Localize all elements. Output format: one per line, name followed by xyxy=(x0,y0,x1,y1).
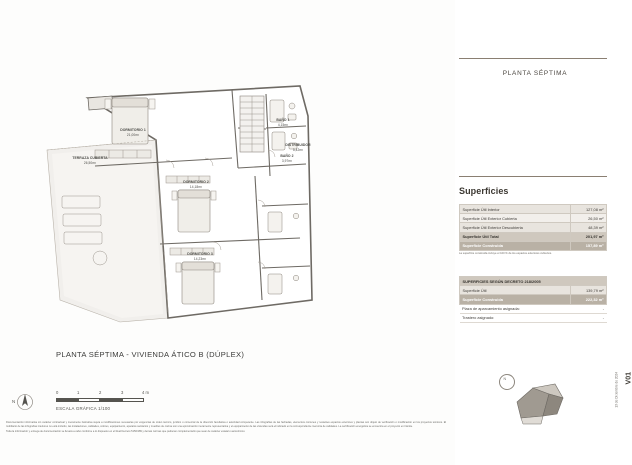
surface-label: Superficie Útil Exterior Descubierta xyxy=(460,223,571,232)
table-row xyxy=(460,214,607,223)
sheet-code: V01 xyxy=(625,372,632,385)
table-row xyxy=(460,295,607,304)
sheet-header-label: PLANTA SÉPTIMA xyxy=(502,70,568,77)
surface-value: 201,97 m² xyxy=(571,232,607,241)
plan-title: PLANTA SÉPTIMA - VIVIENDA ÁTICO B (DÚPLEX) xyxy=(56,350,245,359)
scale-tick-2: 2 xyxy=(99,390,102,395)
scale-tick-4: 4 m xyxy=(142,390,149,395)
legal-line-2: Toda la información y entrega de documentación se llevará a cabo conforme a lo dispuesto en el Real Decreto 515/1989 y demás normas que pudieran complementarlo que sean de carácter estatal o autonómico. xyxy=(6,430,246,434)
table-row xyxy=(460,223,607,232)
table-row xyxy=(460,304,607,313)
key-plan-north-circle xyxy=(499,374,515,390)
table-row xyxy=(460,286,607,295)
scale-tick-1: 1 xyxy=(77,390,80,395)
scale-tick-3: 3 xyxy=(121,390,124,395)
scale-ticks xyxy=(56,390,186,398)
extra-label: Plaza de aparcamiento asignada: xyxy=(460,304,571,313)
surface-value: 127,08 m² xyxy=(571,205,607,214)
surface-label: Superficie Útil Total xyxy=(460,232,571,241)
scale-segment xyxy=(78,398,100,402)
scale-rule xyxy=(56,398,186,403)
table-row xyxy=(460,232,607,241)
scale-tick-0: 0 xyxy=(56,390,59,395)
surface-label: Superficie Construida xyxy=(460,295,571,304)
scale-segment xyxy=(122,398,144,402)
decree-header: SUPERFICIES SEGÚN DECRETO 218/2005 xyxy=(460,277,607,286)
table-header-row xyxy=(460,277,607,286)
key-plan xyxy=(497,372,583,430)
surface-value: 157,89 m² xyxy=(571,241,607,250)
extra-value: - xyxy=(571,313,607,322)
key-plan-north-letter: N xyxy=(503,376,507,381)
room-label-terraza-cubierta: TERRAZA CUBIERTA 26,50m² xyxy=(72,156,108,165)
extra-value: - xyxy=(571,304,607,313)
surfaces-rule xyxy=(459,176,607,177)
surface-label: Superficie Útil Exterior Cubierta xyxy=(460,214,571,223)
scale-segment xyxy=(56,398,78,402)
graphic-scale xyxy=(56,390,186,411)
room-label-distribuidor: DISTRIBUIDOR 5,42m² xyxy=(285,143,311,152)
north-arrow-icon xyxy=(12,388,34,416)
legal-disclaimer xyxy=(6,421,446,436)
room-label-dormitorio-1: DORMITORIO 1 21,00m² xyxy=(120,128,146,137)
extra-label: Trastero asignado: xyxy=(460,313,571,322)
surface-value: 139,79 m² xyxy=(571,286,607,295)
surface-value: 48,39 m² xyxy=(571,223,607,232)
north-arrow xyxy=(12,388,34,416)
table-row xyxy=(460,205,607,214)
surfaces-note: La superficie construida incluye el 100 % de los espacios exteriores cubiertos. xyxy=(459,252,552,255)
surface-label: Superficie Útil xyxy=(460,286,571,295)
surface-value: 222,32 m² xyxy=(571,295,607,304)
scale-segment xyxy=(100,398,122,402)
surfaces-title: Superficies xyxy=(459,186,509,196)
header-rule xyxy=(459,58,607,59)
surfaces-table-decree xyxy=(459,276,607,323)
north-letter: N xyxy=(12,399,16,404)
room-label-dormitorio-2: DORMITORIO 2 14,18m² xyxy=(183,180,209,189)
room-label-dormitorio-3: DORMITORIO 3 14,23m² xyxy=(187,252,213,261)
table-row xyxy=(460,241,607,250)
surfaces-table-main xyxy=(459,204,607,251)
surface-label: Superficie Construida xyxy=(460,241,571,250)
table-row xyxy=(460,313,607,322)
surface-label: Superficie Útil Interior xyxy=(460,205,571,214)
sheet-date: 13 de Diciembre de 2024 xyxy=(615,372,619,408)
legal-line-1: Documentación informativa sin carácter contractual y meramente ilustrativa sujeta a modificaciones necesarias por exigencias de orden técnico, jurídico o comercial de la dirección facultativa o autoridad competente. Las infografías de las fachadas, elementos comunes y restantes espacios exteriores y plantas son objeto de verificación o modificación en los proyectos técnicos. El mobiliario de las infografías interiores no está incluido, las instalaciones, calidades, colores, equipamiento, aparatos sanitarios y muebles de cocina son una aproximación meramente representativa y el equipamiento de las viviendas será el indicado en la correspondiente memoria de calidades. La certificación energética se encuentra en el proyecto en trámite. xyxy=(6,421,446,428)
info-panel xyxy=(455,0,630,465)
scale-label: ESCALA GRÁFICA 1/100 xyxy=(56,406,111,411)
surface-value: 26,50 m² xyxy=(571,214,607,223)
room-label-bano-2: BAÑO 2 3,97m² xyxy=(280,154,294,163)
room-label-bano-1: BAÑO 1 4,15m² xyxy=(276,118,290,127)
